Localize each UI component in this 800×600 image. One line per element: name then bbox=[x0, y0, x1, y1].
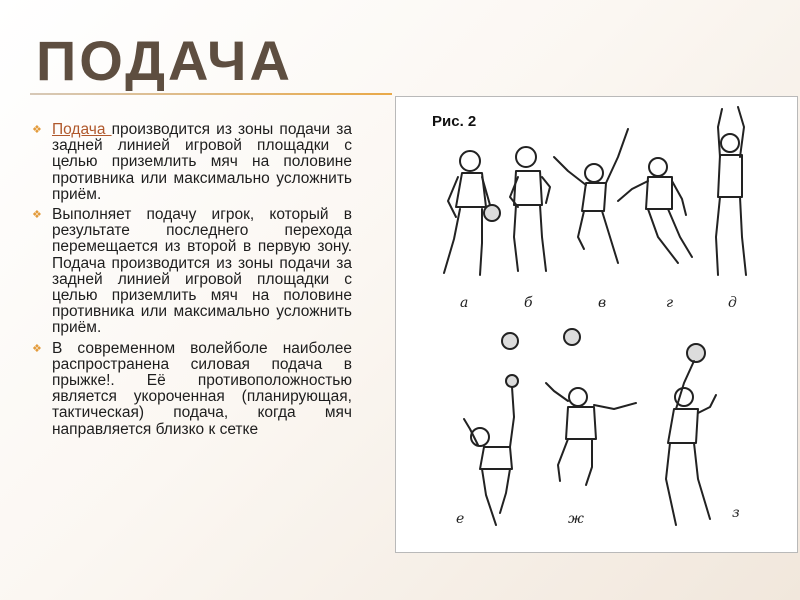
player-figure-b bbox=[510, 147, 550, 271]
figure-label-d: г bbox=[666, 295, 674, 311]
bullet-item bbox=[32, 207, 352, 337]
figure-label-f: е bbox=[456, 511, 465, 527]
figure-label-g: ж bbox=[568, 511, 584, 527]
slide-title: ПОДАЧА bbox=[36, 29, 293, 92]
bullet-icon: ❖ bbox=[32, 124, 42, 136]
player-figure-c bbox=[554, 129, 628, 263]
player-figure-h bbox=[666, 344, 716, 525]
figure-label-h: з bbox=[732, 505, 740, 521]
bullet-icon: ❖ bbox=[32, 342, 42, 355]
ball-icon bbox=[564, 329, 580, 345]
bullet-text: Выполняет подачу игрок, который в результате последнего перехода перемещается из второй в первую зону. Подача производится из зоны подачи за задней линией игровой площадки с целью приземлить мяч на половине противника или максимально усложнить приём. bbox=[52, 206, 352, 337]
figure-label-b: б bbox=[524, 295, 533, 311]
serve-illustration bbox=[395, 96, 798, 553]
player-figure-a bbox=[444, 151, 500, 275]
figure-label-a: а bbox=[460, 295, 469, 311]
bullet-item bbox=[32, 341, 352, 438]
bullet-icon: ❖ bbox=[32, 209, 42, 222]
title-divider bbox=[30, 93, 392, 95]
figure-label-c: в bbox=[598, 295, 607, 311]
figure-caption: Рис. 2 bbox=[432, 113, 477, 130]
bullet-list bbox=[32, 122, 352, 442]
player-figure-d bbox=[618, 158, 692, 263]
serve-sequence-drawing bbox=[396, 97, 799, 554]
player-figure-e bbox=[716, 107, 746, 275]
bullet-lead: Подача bbox=[52, 121, 112, 138]
figure-label-e: д bbox=[728, 295, 737, 311]
ball-icon bbox=[502, 333, 518, 349]
bullet-text: В современном волейболе наиболее распространена силовая подача в прыжке!. Её противоположностью является укороченная (планирующая, тактическая) подача, когда мяч направляется близко к сетке bbox=[52, 339, 352, 438]
player-figure-f bbox=[464, 375, 518, 525]
player-figure-g bbox=[546, 383, 636, 485]
bullet-item bbox=[32, 122, 352, 203]
bullet-text: производится из зоны подачи за задней линией игровой площадки с целью приземлить мяч на половине противника или максимально усложнить приём. bbox=[52, 121, 352, 203]
